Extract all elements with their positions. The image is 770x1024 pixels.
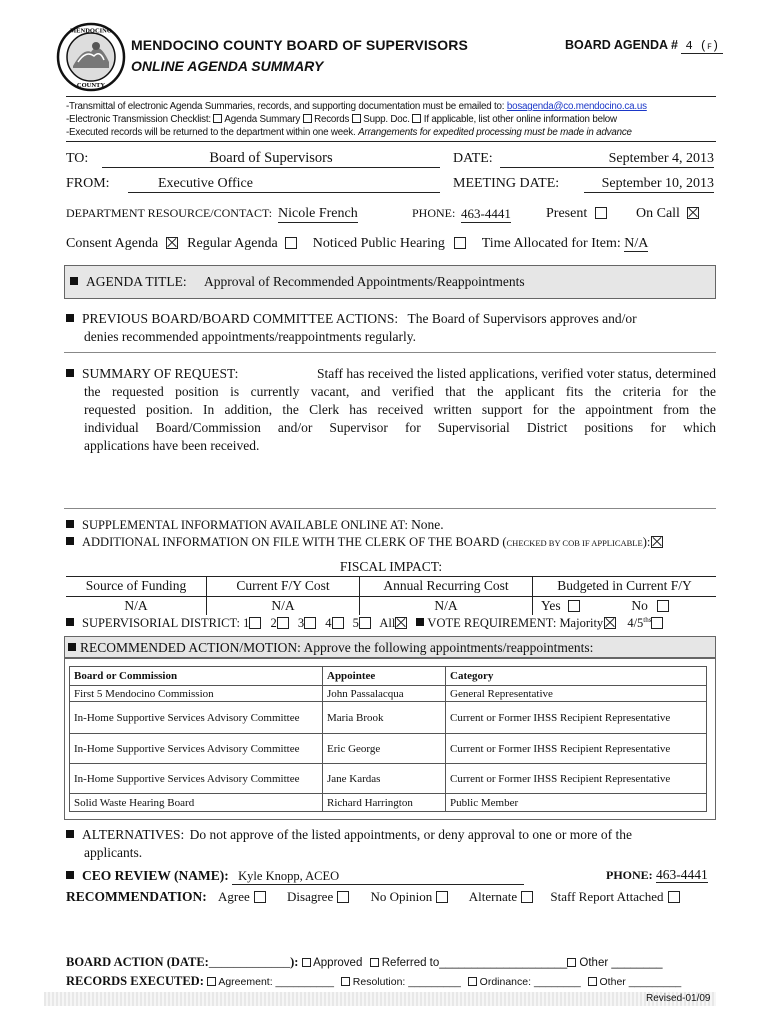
fiscal-header-budgeted: Budgeted in Current F/Y bbox=[533, 577, 717, 596]
four-fifths-label: 4/5 bbox=[627, 616, 644, 631]
rec-no-opinion-label: No Opinion bbox=[370, 889, 433, 904]
budgeted-yes-checkbox[interactable] bbox=[568, 600, 580, 612]
board-cell: Solid Waste Hearing Board bbox=[70, 794, 323, 812]
board-cell: First 5 Mendocino Commission bbox=[70, 686, 323, 702]
board-cell: In-Home Supportive Services Advisory Committee bbox=[70, 702, 323, 734]
category-cell: Current or Former IHSS Recipient Representative bbox=[446, 764, 707, 794]
ordinance-field[interactable]: ________ bbox=[533, 976, 581, 988]
category-cell: Current or Former IHSS Recipient Representative bbox=[446, 702, 707, 734]
records-checkbox[interactable] bbox=[303, 114, 312, 123]
county-seal bbox=[56, 22, 126, 92]
category-cell: General Representative bbox=[446, 686, 707, 702]
budgeted-no-checkbox[interactable] bbox=[657, 600, 669, 612]
fiscal-title: FISCAL IMPACT: bbox=[66, 559, 716, 577]
board-cell: In-Home Supportive Services Advisory Committee bbox=[70, 764, 323, 794]
fiscal-impact-table bbox=[66, 559, 716, 615]
online-info-checkbox[interactable] bbox=[412, 114, 421, 123]
summary-line-4: individual Board/Commission and/or Supervisor for Supervisorial District positions for which bbox=[84, 420, 716, 435]
time-allocated-label: Time Allocated for Item: bbox=[481, 236, 621, 251]
additional-info-checkbox[interactable] bbox=[651, 536, 663, 548]
alternatives-line-1: Do not approve of the listed appointments, or deny approval to one or more of the bbox=[189, 827, 633, 842]
from-field[interactable]: Executive Office bbox=[128, 176, 440, 193]
summary-line-1: Staff has received the listed applications, verified voter status, determined bbox=[317, 366, 716, 381]
resolution-field[interactable]: _________ bbox=[408, 976, 461, 988]
fiscal-annual-value[interactable]: N/A bbox=[360, 596, 533, 615]
rec-no-opinion-checkbox[interactable] bbox=[436, 891, 448, 903]
phone-label: PHONE: bbox=[412, 206, 456, 220]
agreement-field[interactable]: __________ bbox=[275, 976, 334, 988]
agenda-title-value[interactable]: Approval of Recommended Appointments/Reappointments bbox=[204, 274, 525, 289]
board-action-close: ): bbox=[290, 955, 299, 969]
other-action-checkbox[interactable] bbox=[567, 958, 576, 967]
bullet-icon bbox=[66, 871, 74, 879]
category-cell: Current or Former IHSS Recipient Representative bbox=[446, 734, 707, 764]
majority-checkbox[interactable] bbox=[604, 617, 616, 629]
regular-agenda-label: Regular Agenda bbox=[187, 236, 278, 251]
col-appointee-header: Appointee bbox=[323, 667, 446, 686]
other-record-field[interactable]: _________ bbox=[628, 976, 682, 988]
supplemental-value[interactable]: None. bbox=[411, 517, 444, 532]
summary-line-3: requested position. In addition, the Clerk has received written support for the appointment from the bbox=[84, 402, 716, 417]
ordinance-checkbox[interactable] bbox=[468, 977, 477, 986]
rec-alternate-checkbox[interactable] bbox=[521, 891, 533, 903]
table-row bbox=[70, 794, 707, 812]
fiscal-current-value[interactable]: N/A bbox=[207, 596, 360, 615]
summary-line-2: the requested position is currently vacant, and verified that the applicant fits the criteria for the bbox=[84, 384, 716, 399]
consent-agenda-label: Consent Agenda bbox=[66, 236, 159, 251]
table-row bbox=[70, 764, 707, 794]
previous-actions-text: The Board of Supervisors approves and/or bbox=[407, 311, 637, 326]
summary-line-5: applications have been received. bbox=[84, 438, 260, 453]
dept-contact-label: DEPARTMENT RESOURCE/CONTACT: bbox=[66, 206, 273, 220]
to-label: TO: bbox=[66, 151, 89, 166]
appointee-cell: Jane Kardas bbox=[323, 764, 446, 794]
other-action-field[interactable]: ________ bbox=[611, 957, 663, 969]
category-cell: Public Member bbox=[446, 794, 707, 812]
district-all-label: All bbox=[379, 616, 396, 631]
district-4-label: 4 bbox=[325, 616, 332, 631]
appointee-cell: Maria Brook bbox=[323, 702, 446, 734]
on-call-label: On Call bbox=[636, 206, 680, 221]
district-2-label: 2 bbox=[270, 616, 277, 631]
seal-icon bbox=[56, 22, 126, 92]
phone-field[interactable]: 463-4441 bbox=[461, 206, 511, 221]
consent-agenda-checkbox[interactable] bbox=[166, 237, 178, 249]
rec-alternate-label: Alternate bbox=[468, 889, 518, 904]
four-fifths-checkbox[interactable] bbox=[651, 617, 663, 629]
meeting-date-field[interactable]: September 10, 2013 bbox=[584, 176, 714, 193]
additional-suffix: ): bbox=[642, 535, 651, 549]
recommended-action-text: Approve the following appointments/reappointments: bbox=[303, 640, 594, 655]
referred-field[interactable]: ____________________ bbox=[439, 957, 568, 969]
page-title: MENDOCINO COUNTY BOARD OF SUPERVISORS bbox=[131, 37, 468, 53]
instructions: -Transmittal of electronic Agenda Summaries, records, and supporting documentation must be emailed to: bosagenda@co.mendocino.ca.us -Electronic Transmission Checklist: Agenda Summary Records Supp. Doc. If applicable, list other online information below -Executed records will be returned to the department within one week. Arrangements for expedited processing must be made in advance bbox=[66, 101, 647, 138]
approved-checkbox[interactable] bbox=[302, 958, 311, 967]
supp-doc-checkbox[interactable] bbox=[352, 114, 361, 123]
on-call-checkbox[interactable] bbox=[687, 207, 699, 219]
appointments-table bbox=[69, 666, 707, 812]
alternatives-label: ALTERNATIVES: bbox=[82, 827, 185, 842]
ceo-phone-field[interactable]: 463-4441 bbox=[656, 867, 708, 882]
bullet-icon bbox=[66, 369, 74, 377]
meeting-date-label: MEETING DATE: bbox=[453, 176, 560, 191]
board-action-date[interactable]: _____________ bbox=[208, 955, 291, 969]
other-record-label: Other bbox=[599, 976, 626, 988]
additional-label: ADDITIONAL INFORMATION ON FILE WITH THE CLERK OF THE BOARD ( bbox=[82, 535, 507, 549]
fiscal-header-source: Source of Funding bbox=[66, 577, 207, 596]
bullet-icon bbox=[66, 830, 74, 838]
district-1-label: 1 bbox=[243, 616, 250, 631]
date-field[interactable]: September 4, 2013 bbox=[500, 151, 714, 168]
recommended-action-label: RECOMMENDED ACTION/MOTION: bbox=[80, 640, 301, 655]
rec-disagree-checkbox[interactable] bbox=[337, 891, 349, 903]
fiscal-source-value[interactable]: N/A bbox=[124, 597, 148, 613]
previous-actions-text-2: denies recommended appointments/reappointments regularly. bbox=[84, 329, 417, 344]
bullet-icon bbox=[66, 314, 74, 322]
referred-checkbox[interactable] bbox=[370, 958, 379, 967]
records-executed-label: RECORDS EXECUTED: bbox=[66, 974, 204, 988]
svg-text:COUNTY: COUNTY bbox=[76, 82, 106, 89]
rec-agree-checkbox[interactable] bbox=[254, 891, 266, 903]
district-all-checkbox[interactable] bbox=[395, 617, 407, 629]
seal-text: MENDOCINO bbox=[70, 27, 112, 35]
agenda-number-value[interactable]: 4 (f) bbox=[681, 39, 723, 54]
agenda-summary-checkbox[interactable] bbox=[213, 114, 222, 123]
to-field[interactable]: Board of Supervisors bbox=[102, 150, 440, 168]
district-2-checkbox[interactable] bbox=[277, 617, 289, 629]
ceo-review-field[interactable]: Kyle Knopp, ACEO bbox=[232, 869, 524, 885]
four-fifths-ths: ths bbox=[643, 616, 652, 624]
other-action-label: Other bbox=[579, 957, 609, 969]
additional-small: CHECKED BY COB IF APPLICABLE bbox=[506, 538, 643, 548]
ceo-phone-label: PHONE: bbox=[606, 868, 653, 882]
district-5-checkbox[interactable] bbox=[359, 617, 371, 629]
appointee-cell: John Passalacqua bbox=[323, 686, 446, 702]
from-label: FROM: bbox=[66, 176, 110, 191]
appointee-cell: Eric George bbox=[323, 734, 446, 764]
previous-actions-label: PREVIOUS BOARD/BOARD COMMITTEE ACTIONS: bbox=[82, 311, 399, 326]
rec-disagree-label: Disagree bbox=[287, 889, 334, 904]
rec-staff-report-checkbox[interactable] bbox=[668, 891, 680, 903]
fiscal-header-current: Current F/Y Cost bbox=[207, 577, 360, 596]
other-record-checkbox[interactable] bbox=[588, 977, 597, 986]
bullet-icon bbox=[66, 520, 74, 528]
agreement-checkbox[interactable] bbox=[207, 977, 216, 986]
agreement-label: Agreement: bbox=[218, 976, 273, 988]
bullet-icon bbox=[68, 643, 76, 651]
email-link[interactable]: bosagenda@co.mendocino.ca.us bbox=[506, 101, 647, 112]
budgeted-no-label: No bbox=[631, 597, 648, 613]
board-cell: In-Home Supportive Services Advisory Committee bbox=[70, 734, 323, 764]
fiscal-header-annual: Annual Recurring Cost bbox=[360, 577, 533, 596]
board-action-label: BOARD ACTION (DATE: bbox=[66, 955, 209, 969]
regular-agenda-checkbox[interactable] bbox=[285, 237, 297, 249]
table-row bbox=[70, 702, 707, 734]
noticed-hearing-label: Noticed Public Hearing bbox=[312, 236, 445, 251]
district-3-label: 3 bbox=[297, 616, 305, 631]
appointee-cell: Richard Harrington bbox=[323, 794, 446, 812]
approved-label: Approved bbox=[313, 957, 363, 969]
rec-agree-label: Agree bbox=[218, 889, 250, 904]
agenda-title-label: AGENDA TITLE: bbox=[86, 274, 187, 289]
present-label: Present bbox=[546, 206, 588, 221]
board-agenda-number: BOARD AGENDA # 4 (f) bbox=[565, 38, 723, 53]
district-4-checkbox[interactable] bbox=[332, 617, 344, 629]
district-1-checkbox[interactable] bbox=[249, 617, 261, 629]
dept-contact-field[interactable]: Nicole French bbox=[278, 206, 358, 221]
majority-label: Majority bbox=[559, 616, 604, 631]
ceo-review-label: CEO REVIEW (NAME): bbox=[82, 868, 229, 883]
alternatives-line-2: applicants. bbox=[84, 845, 143, 860]
budgeted-yes-label: Yes bbox=[541, 597, 561, 613]
recommendation-label: RECOMMENDATION: bbox=[66, 889, 207, 904]
rec-staff-report-label: Staff Report Attached bbox=[550, 889, 664, 904]
bullet-icon bbox=[70, 277, 78, 285]
col-board-header: Board or Commission bbox=[70, 667, 323, 686]
table-row bbox=[70, 734, 707, 764]
vote-requirement-label: VOTE REQUIREMENT: bbox=[427, 616, 557, 631]
bullet-icon bbox=[66, 618, 74, 626]
ordinance-label: Ordinance: bbox=[479, 976, 532, 988]
district-5-label: 5 bbox=[352, 616, 359, 631]
resolution-checkbox[interactable] bbox=[341, 977, 350, 986]
supplemental-label: SUPPLEMENTAL INFORMATION AVAILABLE ONLINE AT: bbox=[82, 518, 408, 532]
revised-label: Revised-01/09 bbox=[646, 993, 711, 1004]
noticed-hearing-checkbox[interactable] bbox=[454, 237, 466, 249]
footer-bar bbox=[44, 992, 716, 1006]
date-label: DATE: bbox=[453, 151, 493, 166]
table-row bbox=[70, 686, 707, 702]
col-category-header: Category bbox=[446, 667, 707, 686]
time-allocated-value[interactable]: N/A bbox=[624, 236, 649, 251]
bullet-icon bbox=[416, 618, 424, 626]
district-3-checkbox[interactable] bbox=[304, 617, 316, 629]
page-subtitle: ONLINE AGENDA SUMMARY bbox=[131, 58, 324, 74]
resolution-label: Resolution: bbox=[352, 976, 406, 988]
summary-label: SUMMARY OF REQUEST: bbox=[82, 366, 239, 381]
bullet-icon bbox=[66, 537, 74, 545]
district-label: SUPERVISORIAL DISTRICT: bbox=[82, 616, 240, 631]
referred-label: Referred to bbox=[381, 957, 440, 969]
present-checkbox[interactable] bbox=[595, 207, 607, 219]
